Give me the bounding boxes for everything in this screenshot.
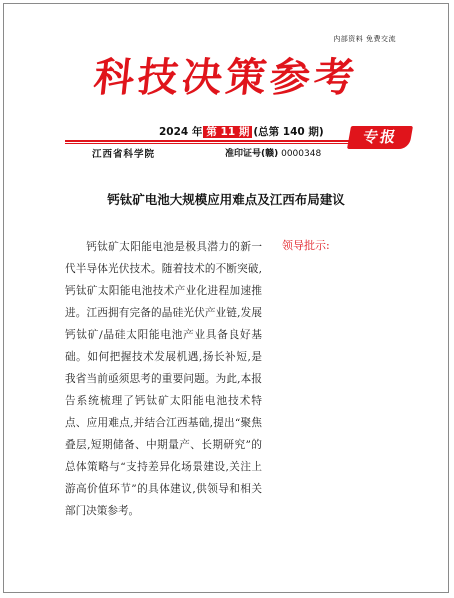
header-divider-thin xyxy=(65,143,349,144)
special-report-tag: 专报 xyxy=(347,126,413,149)
permit-label: 准印证号(赣) xyxy=(225,149,279,159)
abstract-paragraph: 钙钛矿太阳能电池是极具潜力的新一代半导体光伏技术。随着技术的不断突破,钙钛矿太阳能电池技术产业化进程加速推进。江西拥有完备的晶硅光伏产业链,发展钙钛矿/晶硅太阳能电池产业具备良好基础。如何把握技术发展机遇,扬长补短,是我省当前亟须思考的重要问题。为此,本报告系统梳理了钙钛矿太阳能电池技术特点、应用难点,并结合江西基础,提出“聚焦叠层,短期储备、中期量产、长期研究”的总体策略与“支持差异化场景建设,关注上游高价值环节”的具体建议,供领导和相关部门决策参考。 xyxy=(65,241,262,517)
permit-info xyxy=(225,146,321,159)
header-divider xyxy=(65,140,349,142)
issue-total: (总第 140 期) xyxy=(253,126,324,138)
leader-instruction-label: 领导批示: xyxy=(282,239,330,252)
document-title: 钙钛矿电池大规模应用难点及江西布局建议 xyxy=(107,192,345,207)
distribution-note: 内部资料 免费交流 xyxy=(333,35,396,43)
masthead-title: 科技决策参考 xyxy=(91,54,361,101)
issue-year: 2024 年 xyxy=(159,126,203,138)
issue-number: 第 11 期 xyxy=(203,126,252,138)
permit-number: 0000348 xyxy=(281,149,322,159)
organization-name: 江西省科学院 xyxy=(92,149,156,160)
document-page xyxy=(3,3,449,593)
issue-line xyxy=(159,124,324,140)
